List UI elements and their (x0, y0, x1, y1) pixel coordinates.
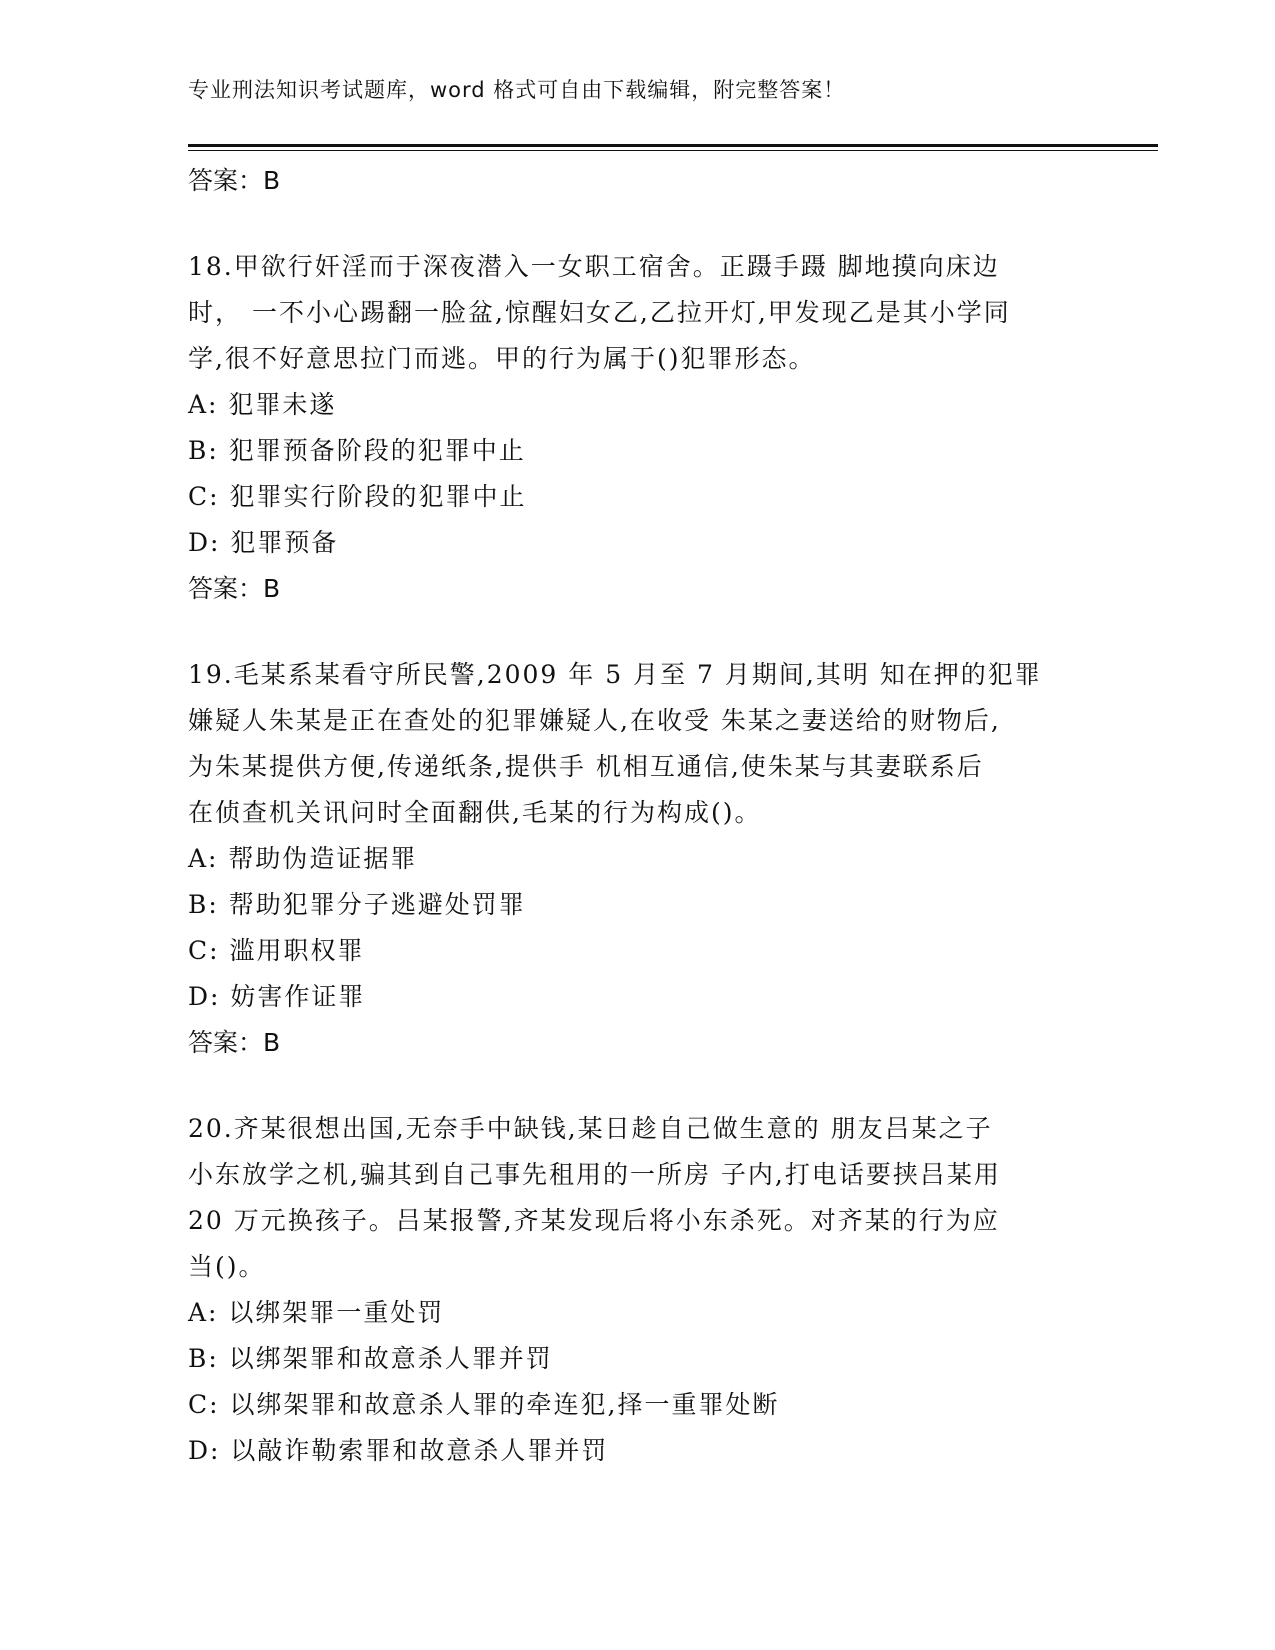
question-20-option-d: D: 以敲诈勒索罪和故意杀人罪并罚 (188, 1436, 609, 1465)
question-19-option-c: C: 滥用职权罪 (188, 936, 365, 965)
question-18-option-b: B: 犯罪预备阶段的犯罪中止 (188, 436, 526, 465)
question-19-option-d: D: 妨害作证罪 (188, 982, 366, 1011)
question-20-option-b: B: 以绑架罪和故意杀人罪并罚 (188, 1344, 553, 1373)
header-rule-thick (188, 144, 1158, 147)
question-18-line: 18.甲欲行奸淫而于深夜潜入一女职工宿舍。正蹑手蹑 脚地摸向床边 (188, 252, 1000, 281)
question-19-line: 19.毛某系某看守所民警,2009 年 5 月至 7 月期间,其明 知在押的犯罪 (188, 660, 1042, 689)
spacer (188, 204, 1088, 244)
spacer (188, 1066, 1088, 1106)
question-19-option-b: B: 帮助犯罪分子逃避处罚罪 (188, 890, 526, 919)
question-20-line: 小东放学之机,骗其到自己事先租用的一所房 子内,打电话要挟吕某用 (188, 1160, 1001, 1189)
question-18-option-d: D: 犯罪预备 (188, 528, 339, 557)
answer-18: 答案：B (188, 574, 281, 603)
question-20-line: 当()。 (188, 1252, 266, 1281)
answer-19: 答案：B (188, 1028, 281, 1057)
question-18-option-a: A: 犯罪未遂 (188, 390, 337, 419)
question-19-line: 为朱某提供方便,传递纸条,提供手 机相互通信,使朱某与其妻联系后 (188, 752, 984, 781)
spacer (188, 612, 1088, 652)
question-20-line: 20.齐某很想出国,无奈手中缺钱,某日趁自己做生意的 朋友吕某之子 (188, 1114, 993, 1143)
question-20-option-c: C: 以绑架罪和故意杀人罪的牵连犯,择一重罪处断 (188, 1390, 780, 1419)
question-18-line: 时， 一不小心踢翻一脸盆,惊醒妇女乙,乙拉开灯,甲发现乙是其小学同 (188, 298, 1011, 327)
page-header: 专业刑法知识考试题库，word 格式可自由下载编辑，附完整答案！ (188, 78, 846, 102)
question-19-line: 嫌疑人朱某是正在查处的犯罪嫌疑人,在收受 朱某之妻送给的财物后, (188, 706, 1001, 735)
question-19-option-a: A: 帮助伪造证据罪 (188, 844, 418, 873)
question-18-line: 学,很不好意思拉门而逃。甲的行为属于()犯罪形态。 (188, 344, 816, 373)
header-rule-thin (188, 150, 1158, 151)
question-19-stem (188, 652, 1088, 836)
document-body (188, 158, 1088, 1474)
question-20-stem (188, 1106, 1088, 1290)
question-19-line: 在侦查机关讯问时全面翻供,毛某的行为构成()。 (188, 798, 762, 827)
answer-17: 答案：B (188, 166, 281, 195)
question-18-stem (188, 244, 1088, 382)
question-20-option-a: A: 以绑架罪一重处罚 (188, 1298, 445, 1327)
question-20-line: 20 万元换孩子。吕某报警,齐某发现后将小东杀死。对齐某的行为应 (188, 1206, 1000, 1235)
question-18-option-c: C: 犯罪实行阶段的犯罪中止 (188, 482, 527, 511)
